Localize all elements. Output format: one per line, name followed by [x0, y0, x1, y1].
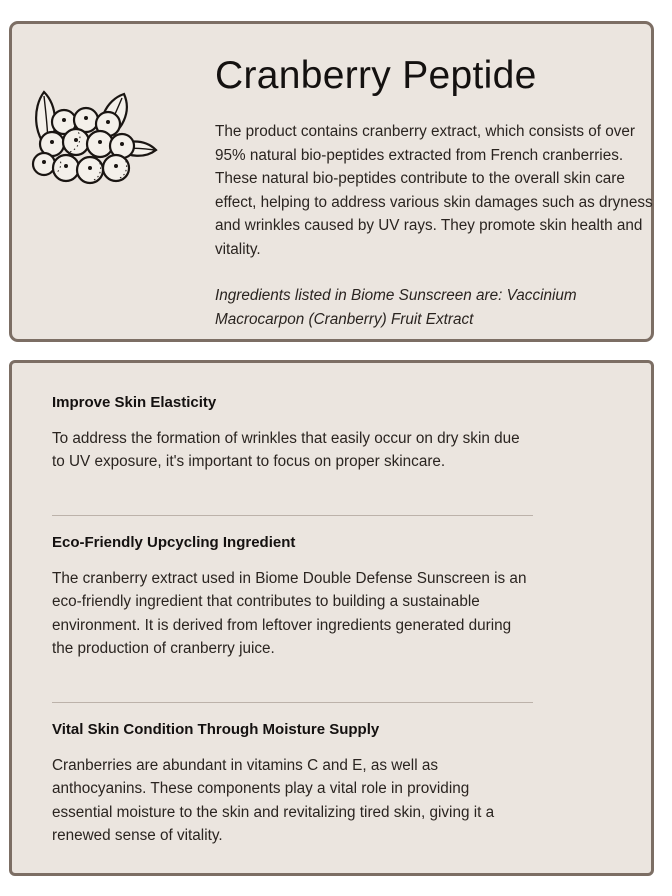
benefit-title: Eco-Friendly Upcycling Ingredient: [52, 534, 296, 551]
page-title: Cranberry Peptide: [215, 54, 537, 97]
benefit-text: The cranberry extract used in Biome Double Defense Sunscreen is an eco-friendly ingredient that contributes to building a sustainable environment. It is derived from leftover ingredients generated during the production of cranberry juice.: [52, 570, 527, 657]
benefit-skin-elasticity: [52, 394, 532, 474]
benefit-moisture-supply: [52, 721, 532, 847]
benefit-title: Vital Skin Condition Through Moisture Supply: [52, 721, 380, 738]
divider: [52, 515, 533, 516]
ingredients-note: Ingredients listed in Biome Sunscreen are: Vaccinium Macrocarpon (Cranberry) Fruit Extract: [215, 287, 577, 328]
benefits-card: [9, 360, 654, 876]
cranberry-icon: [24, 86, 164, 206]
divider: [52, 702, 533, 703]
ingredient-description: The product contains cranberry extract, which consists of over 95% natural bio-peptides extracted from French cranberries. These natural bio-peptides contribute to the overall skin care effect, helping to address various skin damages such as dryness and wrinkles caused by UV rays. They promote skin health and vitality.: [215, 123, 653, 258]
ingredient-header-card: [9, 21, 654, 342]
benefit-text: To address the formation of wrinkles that easily occur on dry skin due to UV exposure, it's important to focus on proper skincare.: [52, 430, 520, 471]
benefit-title: Improve Skin Elasticity: [52, 394, 217, 411]
benefit-text: Cranberries are abundant in vitamins C and E, as well as anthocyanins. These components play a vital role in providing essential moisture to the skin and revitalizing tired skin, giving it a renewed sense of vitality.: [52, 757, 495, 844]
benefit-eco-friendly: [52, 534, 532, 660]
